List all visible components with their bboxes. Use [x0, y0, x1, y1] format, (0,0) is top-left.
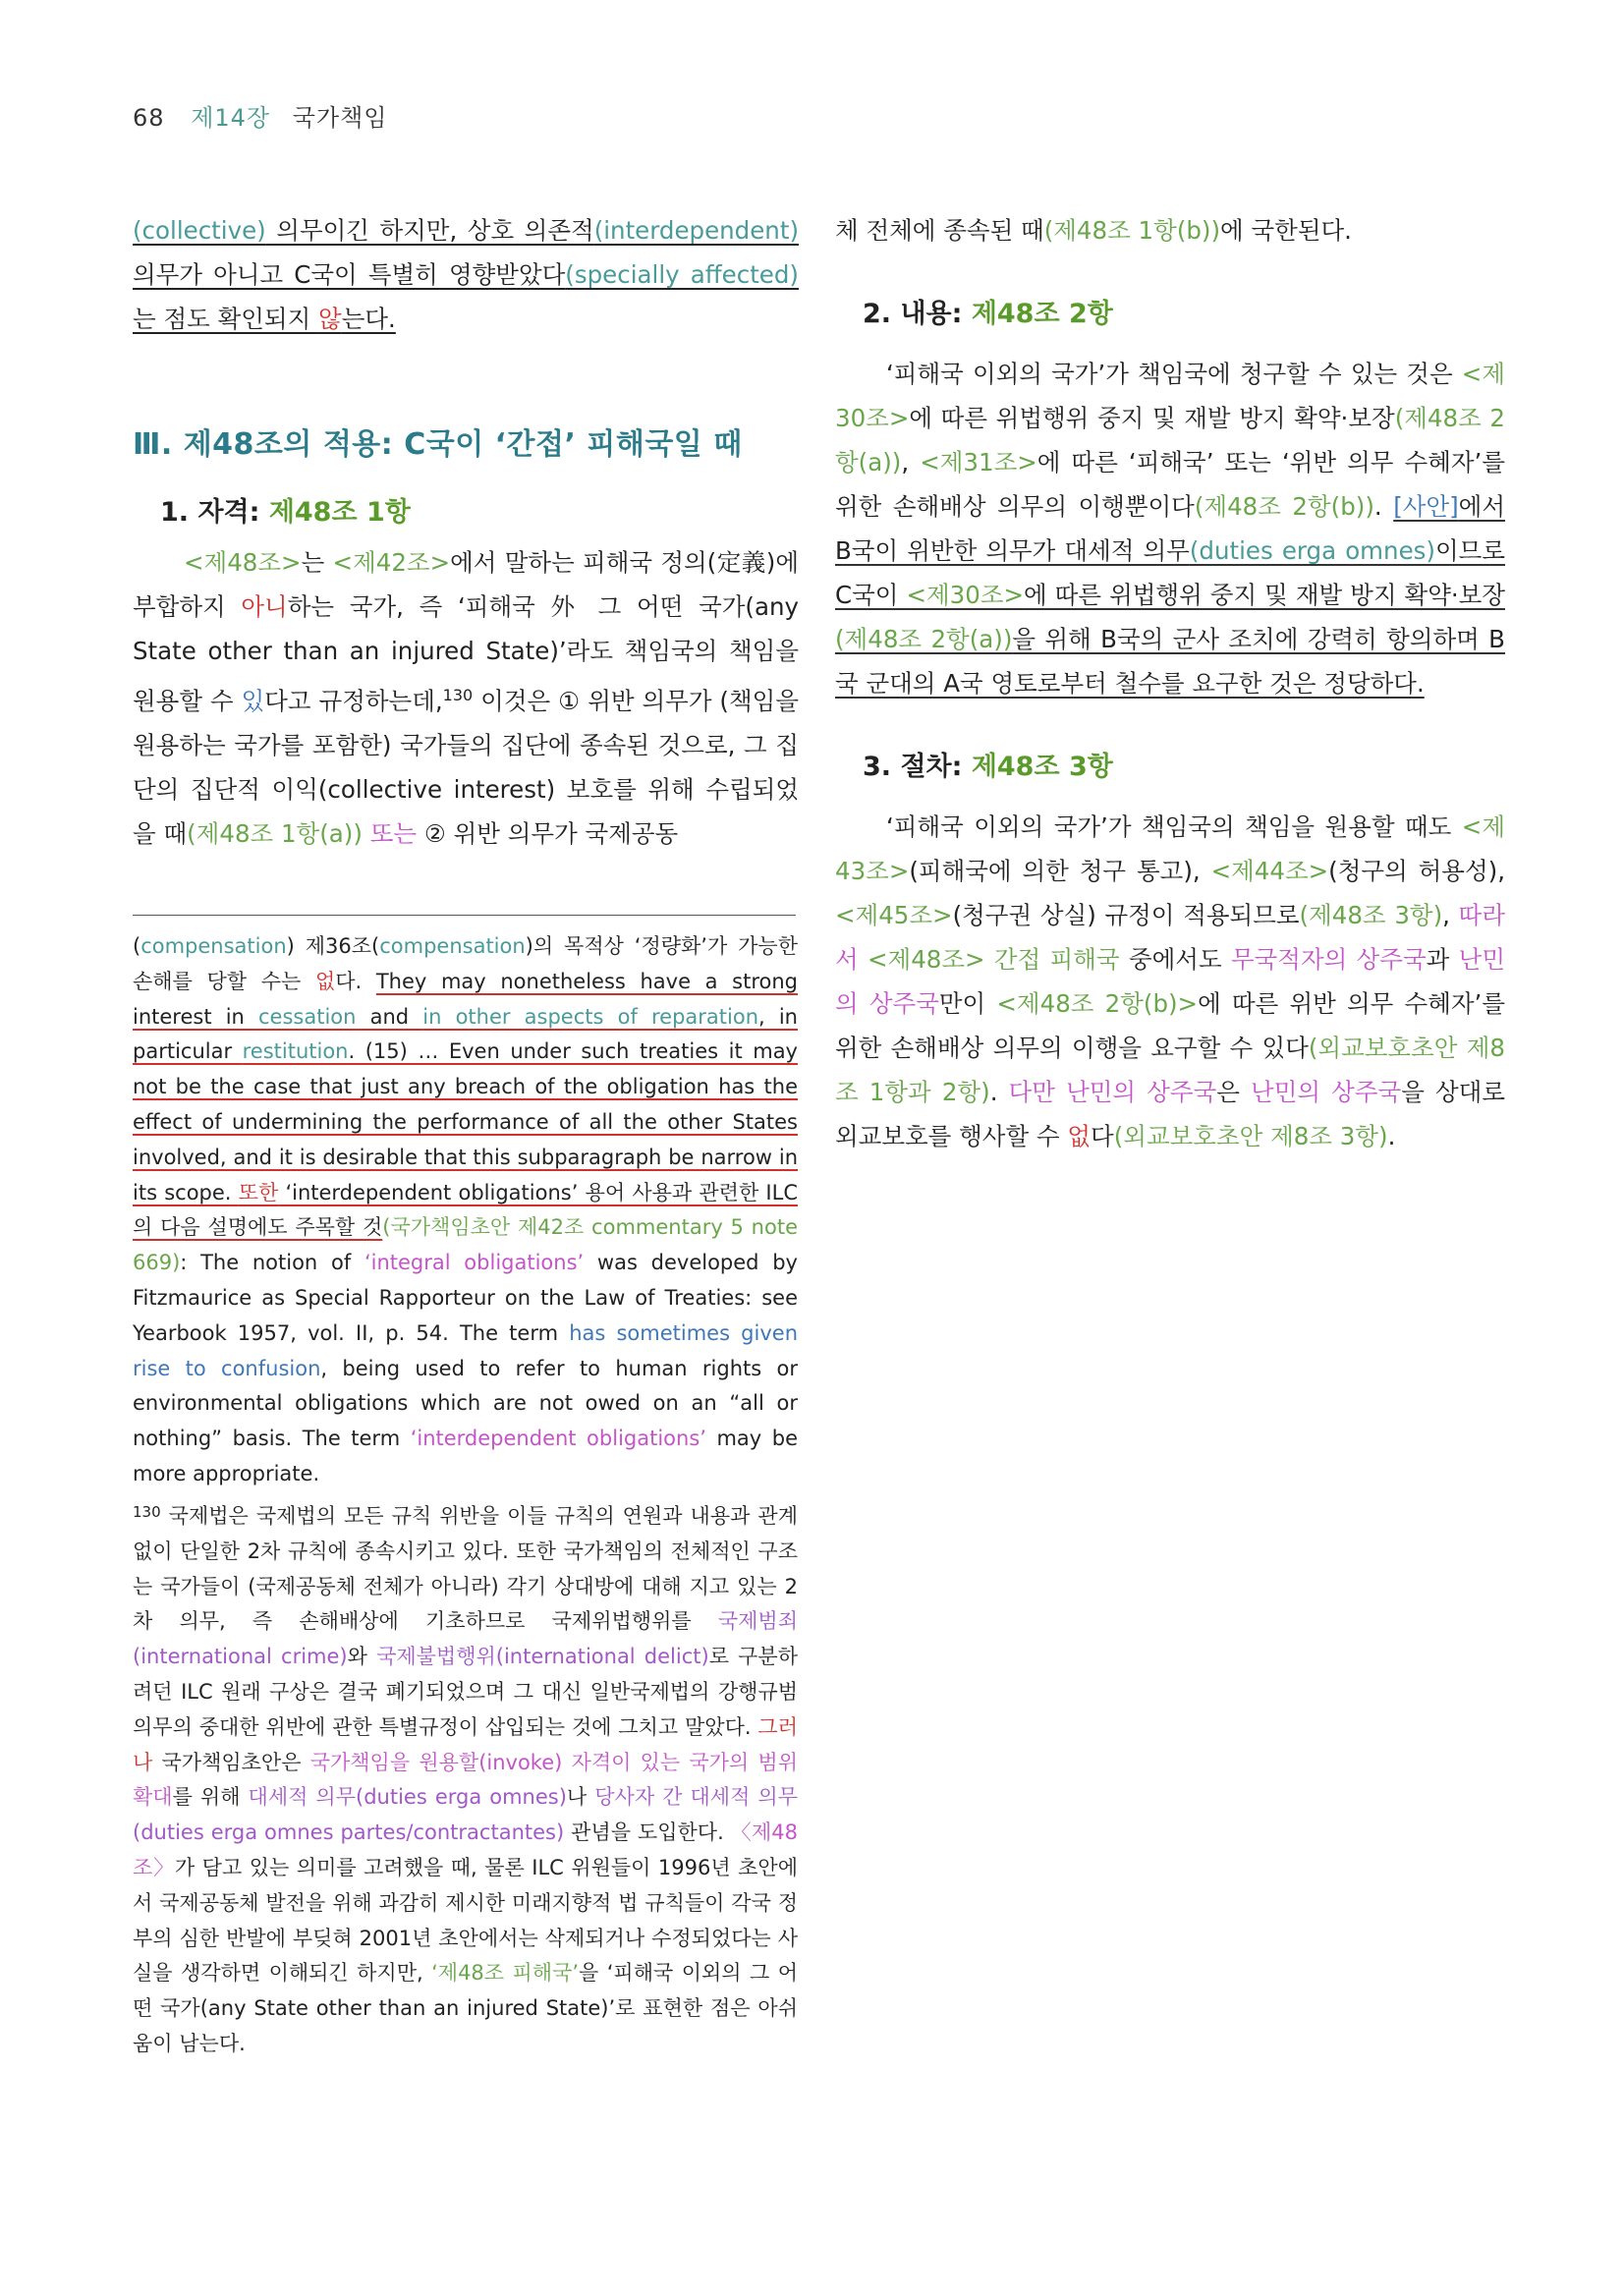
text: .	[1373, 492, 1394, 521]
term-restitution: restitution	[242, 1039, 349, 1064]
quote-text: and	[356, 1004, 423, 1029]
footnote-number: 130	[133, 1503, 161, 1521]
article-ref: <제44조>	[1210, 857, 1329, 885]
article-ref: (제48조 2항(b))	[1194, 492, 1374, 521]
text: .	[989, 1078, 1009, 1106]
text: 의무이긴 하지만, 상호 의존적	[265, 216, 594, 245]
text: Ⅲ. 제48조의 적용	[133, 427, 381, 462]
text: : The notion of	[180, 1251, 364, 1275]
text: was developed by Fitzmaurice as Special Rapporteur on the Law of Treaties: see Yearbook 1957, vol. II, p. 54. The term	[133, 1251, 798, 1345]
page-number: 68	[133, 104, 165, 132]
text: ) 제36조(	[286, 934, 380, 958]
article-ref: 〈제48조〉	[133, 1820, 799, 1879]
article-ref: 제48조 2항	[971, 299, 1113, 329]
article-ref: 제48조 1항	[268, 497, 411, 528]
chapter-title: 국가책임	[292, 104, 388, 132]
text: ‘interdependent obligations’ 용어 사용과 관련한 ILC의 다음 설명에도 주목할 것	[133, 1180, 798, 1240]
right-column	[835, 208, 1505, 1158]
term-highlight: 난민의 상주국	[1251, 1078, 1402, 1106]
right-paragraph-2	[835, 352, 1505, 705]
text: , being used to refer to human rights or environmental obligations which are not owed on an “all or nothing” basis. The term	[133, 1356, 798, 1451]
connective-highlight: 그러나	[133, 1714, 798, 1774]
text: 은	[1216, 1078, 1252, 1106]
text: ,	[901, 448, 921, 476]
text: 의무가 아니고 C국이 특별히 영향받았다	[133, 260, 566, 289]
term-highlight: ‘제48조 피해국’	[431, 1961, 580, 1986]
article-ref: (외교보호초안 제8조 1항과 2항)	[835, 1034, 1505, 1106]
term-specially-affected: (specially affected)	[565, 260, 799, 289]
quote-text: , in particular	[133, 1004, 798, 1064]
text: 중에서도	[1119, 945, 1231, 974]
text: .	[1387, 1122, 1396, 1150]
term-highlight: 무국적자의 상주국	[1230, 945, 1427, 974]
negation-highlight: 아니	[241, 592, 288, 621]
article-ref: (제48조 1항(b))	[1043, 216, 1221, 245]
article-ref: (국가책임초안 제42조 commentary 5 note 669)	[133, 1215, 798, 1275]
term-cessation: cessation	[258, 1004, 357, 1029]
section-heading	[133, 420, 799, 463]
footnote-divider	[133, 915, 796, 916]
text	[231, 1181, 238, 1204]
text: 와	[347, 1645, 377, 1669]
term-highlight: 대세적 의무(duties erga omnes)	[248, 1785, 567, 1810]
text: 에 따른 위법행위 중지 및 재발 방지 확약·보장	[1024, 581, 1505, 609]
text: (	[133, 934, 141, 958]
term-highlight: 국제불법행위(international delict)	[376, 1645, 709, 1669]
article-ref: <제30조>	[835, 360, 1505, 432]
term-highlight: ‘integral obligations’	[364, 1251, 585, 1275]
text: 1. 자격:	[160, 497, 269, 528]
text: 다.	[335, 969, 376, 993]
article-ref: (제48조 3항)	[1299, 901, 1443, 929]
left-paragraph-1	[133, 208, 799, 341]
text: 관념을 도입한다.	[564, 1820, 731, 1845]
text: 다고 규정하는데,	[264, 687, 443, 716]
text: ‘피해국 이외의 국가’가 책임국에 청구할 수 있는 것은	[886, 360, 1462, 388]
text: (청구권 상실) 규정이 적용되므로	[952, 901, 1300, 929]
text: 3. 절차:	[863, 752, 972, 782]
text: ,	[1442, 901, 1459, 929]
text: may be more appropriate.	[133, 1427, 799, 1485]
text: 에 따른 위법행위 중지 및 재발 방지 확약·보장	[909, 404, 1395, 432]
text: 만이	[938, 989, 997, 1018]
chapter-label: 제14장	[191, 104, 271, 132]
left-paragraph-2	[133, 540, 799, 856]
text: 나	[566, 1785, 595, 1810]
footnote-reference[interactable]: 130	[442, 686, 474, 704]
text: 는다.	[341, 305, 396, 333]
article-ref: <제48조>	[184, 548, 302, 577]
term-highlight: 당사자 간 대세적 의무(duties erga omnes partes/contractantes)	[133, 1785, 798, 1845]
text: : C국이 ‘간접’ 피해국일 때	[380, 427, 743, 462]
article-ref: <제45조>	[835, 901, 953, 929]
text: 하는 국가, 즉 ‘피해국 外 그 어떤 국가(any State other than an injured State)’라도 책임국의 책임을 원용할 수	[133, 592, 799, 716]
article-ref: <제42조>	[332, 548, 451, 577]
text: 과	[1426, 945, 1459, 974]
case-tag: [사안]	[1393, 492, 1459, 521]
right-paragraph-3	[835, 805, 1505, 1158]
quote-text: . (15) … Even under such treaties it may not be the case that just any breach of the obligation has the effect of undermining the performance of all the other States involved, and it is desirable that this subparagraph be narrow in its scope.	[133, 1039, 798, 1204]
term-reparation: in other aspects of reparation	[422, 1004, 759, 1029]
term-highlight: 국제범죄(international crime)	[133, 1609, 798, 1669]
text: 로 구분하려던 ILC 원래 구상은 결국 폐기되었으며 그 대신 일반국제법의 강행규범 의무의 중대한 위반에 관한 특별규정이 삽입되는 것에 그치고 말았다.	[133, 1645, 799, 1739]
text: ② 위반 의무가 국제공동	[417, 819, 679, 849]
text	[363, 819, 370, 848]
text: 이므로 C국이	[835, 536, 1505, 609]
text: 다	[1091, 1122, 1114, 1150]
article-ref: <제48조 2항(b)>	[996, 989, 1199, 1018]
subsection-heading-1	[133, 490, 799, 529]
article-ref: <제31조>	[920, 448, 1037, 476]
term: compensation	[379, 934, 526, 958]
phrase-highlight: 국가책임을 원용할(invoke) 자격이 있는 국가의 범위 확대	[133, 1750, 798, 1810]
term-collective: (collective)	[133, 216, 266, 245]
phrase-highlight: has sometimes given rise to confusion	[133, 1320, 799, 1380]
text: (피해국에 의한 청구 통고),	[909, 857, 1211, 885]
page-header	[133, 98, 388, 133]
term-erga-omnes: (duties erga omnes)	[1189, 536, 1435, 565]
footnote-continued	[133, 929, 798, 1492]
connective-highlight: 다만 난민의 상주국	[1008, 1078, 1217, 1106]
footnote-130	[133, 1495, 798, 2062]
article-ref: <제43조>	[835, 812, 1505, 885]
subsection-heading-2	[835, 292, 1505, 330]
article-ref: (제48조 2항(a))	[835, 404, 1505, 476]
text: 는 점도 확인되지	[133, 305, 319, 333]
article-ref: (제48조 2항(a))	[835, 625, 1013, 653]
text	[859, 945, 868, 974]
right-paragraph-1	[835, 208, 1505, 252]
negation-highlight: 않	[318, 305, 342, 333]
text: 이것은 ① 위반 의무가 (책임을 원용하는 국가를 포함한) 국가들의 집단에 종속된 것으로, 그 집단의 집단적 이익(collective interest) 보호를 위해 수립되었을 때	[133, 687, 799, 849]
term: compensation	[140, 934, 287, 958]
left-column	[133, 208, 799, 856]
negation-highlight: 없	[314, 969, 336, 993]
article-ref: 제48조 3항	[971, 752, 1113, 782]
text: 에서 B국이 위반한 의무가 대세적 의무	[835, 492, 1506, 565]
text: 에 따른 위반 의무 수혜자’를 위한 손해배상 의무의 이행을 요구할 수 있다	[835, 989, 1505, 1062]
connective-highlight: 따라서	[835, 901, 1505, 974]
text: 국제법은 국제법의 모든 규칙 위반을 이들 규칙의 연원과 내용과 관계없이 단일한 2차 규칙에 종속시키고 있다. 또한 국가책임의 전체적인 구조는 국가들이 (국제공동체 전체가 아니라) 각기 상대방에 대해 지고 있는 2차 의무, 즉 손해배상에 기초하므로 국제위법행위를	[133, 1504, 798, 1634]
text: 을 ‘피해국 이외의 그 어떤 국가(any State other than an injured State)’로 표현한 점은 아쉬움이 남는다.	[133, 1961, 799, 2055]
text: 을 상대로 외교보호를 행사할 수	[835, 1078, 1505, 1150]
text: (청구의 허용성),	[1328, 857, 1505, 885]
text: 를 위해	[172, 1785, 249, 1810]
text: 에 국한된다.	[1220, 216, 1352, 245]
article-ref: (제48조 1항(a))	[187, 819, 363, 849]
affirmation-highlight: 있	[241, 687, 265, 716]
text: )의 목적상 ‘정량화’가 가능한 손해를 당할 수는	[133, 934, 798, 993]
text: ‘피해국 이외의 국가’가 책임국의 책임을 원용할 때도	[886, 812, 1462, 841]
text: 가 담고 있는 의미를 고려했을 때, 물론 ILC 위원들이 1996년 초안에서 국제공동체 발전을 위해 과감히 제시한 미래지향적 법 규칙들이 각국 정부의 심한 반발에 부딪혀 2001년 초안에서는 삭제되거나 수정되었다는 사실을 생각하면 이해되긴 하지만,	[133, 1855, 798, 1986]
term-interdependent: (interdependent)	[593, 216, 799, 245]
text: 체 전체에 종속된 때	[835, 216, 1044, 245]
text: 에서 말하는 피해국 정의(定義)에 부합하지	[133, 548, 799, 621]
article-ref: <제48조> 간접 피해국	[868, 945, 1120, 974]
text: 에 따른 ‘피해국’ 또는 ‘위반 의무 수혜자’를 위한 손해배상 의무의 이행뿐이다	[835, 448, 1505, 521]
text: 국가책임초안은	[152, 1750, 310, 1774]
term-highlight: ‘interdependent obligations’	[410, 1427, 706, 1451]
connective-highlight: 또한	[238, 1180, 279, 1204]
negation-highlight: 없	[1067, 1122, 1092, 1150]
text: 는	[301, 548, 333, 577]
article-ref: (외교보호초안 제8조 3항)	[1113, 1122, 1388, 1150]
article-ref: <제30조>	[906, 581, 1025, 609]
text: 을 위해 B국의 군사 조치에 강력히 항의하며 B국 군대의 A국 영토로부터 철수를 요구한 것은 정당하다.	[835, 625, 1505, 698]
subsection-heading-3	[835, 745, 1505, 783]
quote-text: They may nonetheless have a strong interest in	[133, 969, 799, 1029]
connective-highlight: 또는	[369, 819, 418, 849]
text: 2. 내용:	[863, 299, 972, 329]
term-highlight: 난민의 상주국	[835, 945, 1506, 1018]
